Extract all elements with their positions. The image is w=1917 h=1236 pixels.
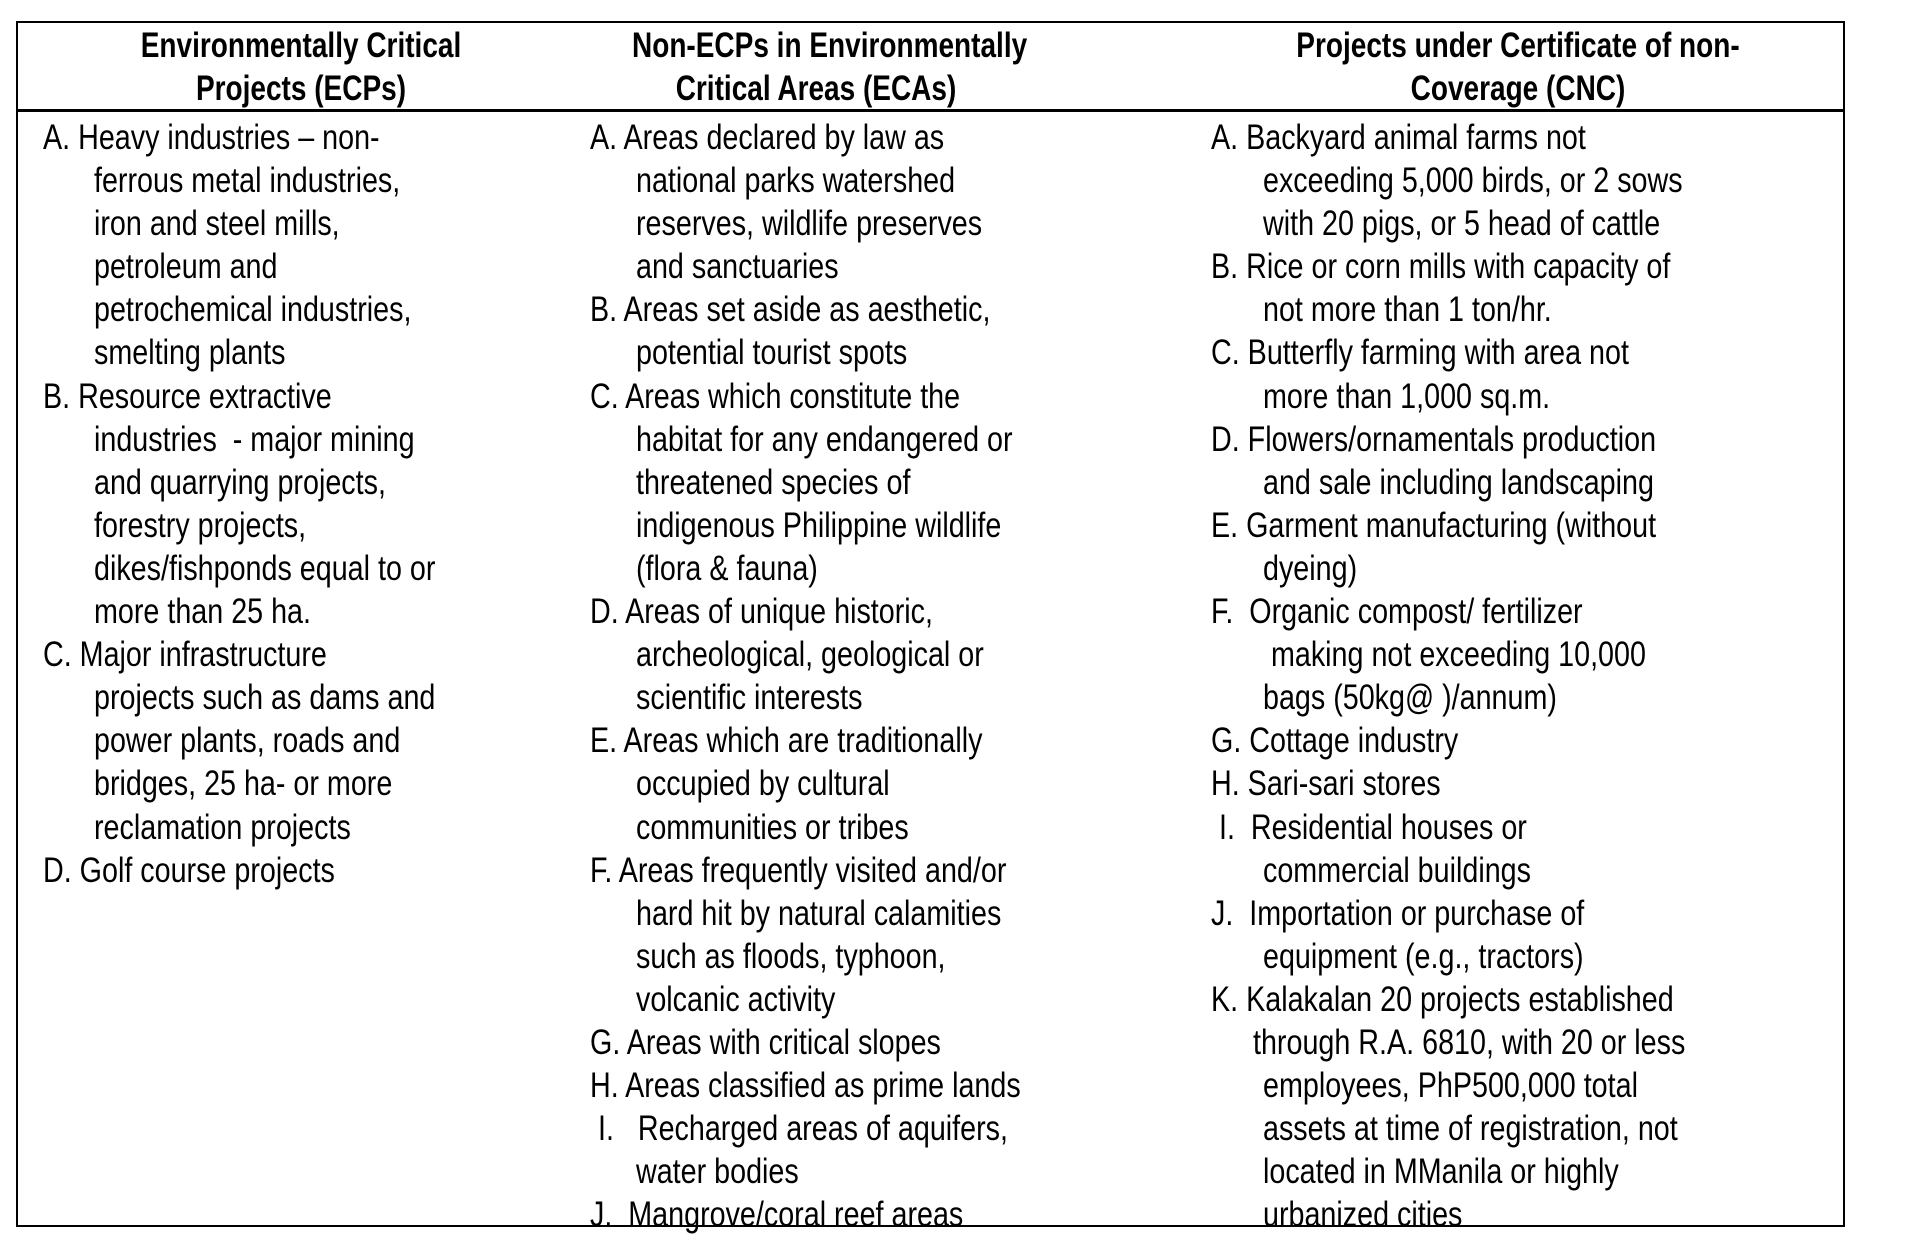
list-item-continuation: reserves, wildlife preserves bbox=[635, 204, 983, 244]
list-item-label: C. Areas which constitute the bbox=[590, 376, 961, 416]
list-item-continuation: reclamation projects bbox=[93, 807, 351, 847]
list-item-label: D. Golf course projects bbox=[43, 850, 335, 890]
list-item-continuation: bridges, 25 ha- or more bbox=[93, 764, 393, 804]
list-item-continuation: iron and steel mills, bbox=[93, 204, 340, 244]
list-item-label: K. Kalakalan 20 projects established bbox=[1211, 979, 1674, 1019]
column-cnc bbox=[1211, 116, 1789, 1236]
list-item-label: J. Mangrove/coral reef areas bbox=[590, 1195, 964, 1235]
list-item-label: E. Garment manufacturing (without bbox=[1211, 505, 1657, 545]
header-line: Environmentally Critical bbox=[140, 26, 462, 65]
list-item-label: A. Areas declared by law as bbox=[590, 118, 945, 157]
list-item-label: C. Butterfly farming with area not bbox=[1211, 333, 1629, 373]
list-item-continuation: more than 1,000 sq.m. bbox=[1262, 376, 1551, 416]
list-item-label: B. Rice or corn mills with capacity of bbox=[1211, 247, 1671, 287]
list-item-label: D. Areas of unique historic, bbox=[590, 592, 933, 632]
list-item-continuation: commercial buildings bbox=[1262, 850, 1531, 890]
list-item-continuation: dyeing) bbox=[1262, 548, 1358, 588]
list-item-continuation: petrochemical industries, bbox=[93, 290, 412, 330]
list-item-label: I. Residential houses or bbox=[1211, 807, 1527, 847]
list-item-continuation: urbanized cities bbox=[1262, 1195, 1463, 1235]
list-item-continuation: water bodies bbox=[635, 1152, 799, 1192]
list-item-label: F. Areas frequently visited and/or bbox=[590, 850, 1007, 890]
list-item-label: B. Areas set aside as aesthetic, bbox=[590, 290, 991, 330]
list-item-continuation: petroleum and bbox=[93, 247, 278, 287]
list-item-label: H. Areas classified as prime lands bbox=[590, 1066, 1021, 1106]
header-cnc bbox=[1200, 24, 1836, 110]
header-ecps bbox=[16, 24, 586, 110]
list-item-continuation: and quarrying projects, bbox=[93, 462, 386, 502]
list-item-continuation: (flora & fauna) bbox=[635, 548, 818, 588]
list-item-continuation: hard hit by natural calamities bbox=[635, 893, 1002, 933]
list-item-continuation: dikes/fishponds equal to or bbox=[93, 548, 436, 588]
header-ecas bbox=[586, 24, 1046, 110]
list-item-label: A. Backyard animal farms not bbox=[1211, 118, 1586, 157]
list-item-continuation: exceeding 5,000 birds, or 2 sows bbox=[1262, 161, 1683, 201]
header-line: Projects under Certificate of non- bbox=[1296, 26, 1740, 65]
list-item-label: C. Major infrastructure bbox=[43, 635, 327, 675]
list-item-continuation: communities or tribes bbox=[635, 807, 909, 847]
list-item-continuation: industries - major mining bbox=[93, 419, 415, 459]
list-item-continuation: located in MManila or highly bbox=[1262, 1152, 1619, 1192]
list-item-continuation: indigenous Philippine wildlife bbox=[635, 505, 1002, 545]
list-item-continuation: occupied by cultural bbox=[635, 764, 890, 804]
list-item-label: D. Flowers/ornamentals production bbox=[1211, 419, 1657, 459]
header-line: Projects (ECPs) bbox=[195, 69, 407, 108]
list-item-continuation: power plants, roads and bbox=[93, 721, 401, 761]
header-line: Coverage (CNC) bbox=[1410, 69, 1626, 108]
list-item-label: F. Organic compost/ fertilizer bbox=[1211, 592, 1583, 632]
list-item-label: E. Areas which are traditionally bbox=[590, 721, 983, 761]
list-item-continuation: archeological, geological or bbox=[635, 635, 984, 675]
list-item-continuation: making not exceeding 10,000 bbox=[1262, 635, 1646, 675]
list-item-continuation: scientific interests bbox=[635, 678, 863, 718]
list-item-continuation: threatened species of bbox=[635, 462, 911, 502]
list-item-label: G. Cottage industry bbox=[1211, 721, 1459, 761]
list-item-continuation: ferrous metal industries, bbox=[93, 161, 401, 201]
list-item-continuation: national parks watershed bbox=[635, 161, 956, 201]
column-ecps bbox=[43, 116, 522, 892]
list-item-continuation: and sale including landscaping bbox=[1262, 462, 1654, 502]
list-item-continuation: potential tourist spots bbox=[635, 333, 908, 373]
list-item-continuation: and sanctuaries bbox=[635, 247, 839, 287]
list-item-continuation: forestry projects, bbox=[93, 505, 307, 545]
list-item-label: A. Heavy industries – non- bbox=[43, 118, 380, 157]
list-item-continuation: more than 25 ha. bbox=[93, 592, 311, 632]
list-item-continuation: through R.A. 6810, with 20 or less bbox=[1252, 1022, 1686, 1062]
list-item-continuation: smelting plants bbox=[93, 333, 286, 373]
list-item-continuation: employees, PhP500,000 total bbox=[1262, 1066, 1638, 1106]
list-item-label: I. Recharged areas of aquifers, bbox=[590, 1109, 1008, 1149]
list-item-continuation: equipment (e.g., tractors) bbox=[1262, 936, 1584, 976]
list-item-label: J. Importation or purchase of bbox=[1211, 893, 1585, 933]
list-item-continuation: volcanic activity bbox=[635, 979, 836, 1019]
list-item-continuation: with 20 pigs, or 5 head of cattle bbox=[1262, 204, 1661, 244]
column-ecas bbox=[590, 116, 1115, 1236]
header-line: Non-ECPs in Environmentally bbox=[632, 26, 1028, 65]
list-item-label: H. Sari-sari stores bbox=[1211, 764, 1441, 804]
list-item-continuation: projects such as dams and bbox=[93, 678, 436, 718]
list-item-continuation: such as floods, typhoon, bbox=[635, 936, 946, 976]
list-item-label: B. Resource extractive bbox=[43, 376, 332, 416]
list-item-label: G. Areas with critical slopes bbox=[590, 1022, 941, 1062]
list-item-continuation: not more than 1 ton/hr. bbox=[1262, 290, 1552, 330]
list-item-continuation: habitat for any endangered or bbox=[635, 419, 1013, 459]
header-line: Critical Areas (ECAs) bbox=[675, 69, 957, 108]
list-item-continuation: bags (50kg@ )/annum) bbox=[1262, 678, 1557, 718]
list-item-continuation: assets at time of registration, not bbox=[1262, 1109, 1678, 1149]
